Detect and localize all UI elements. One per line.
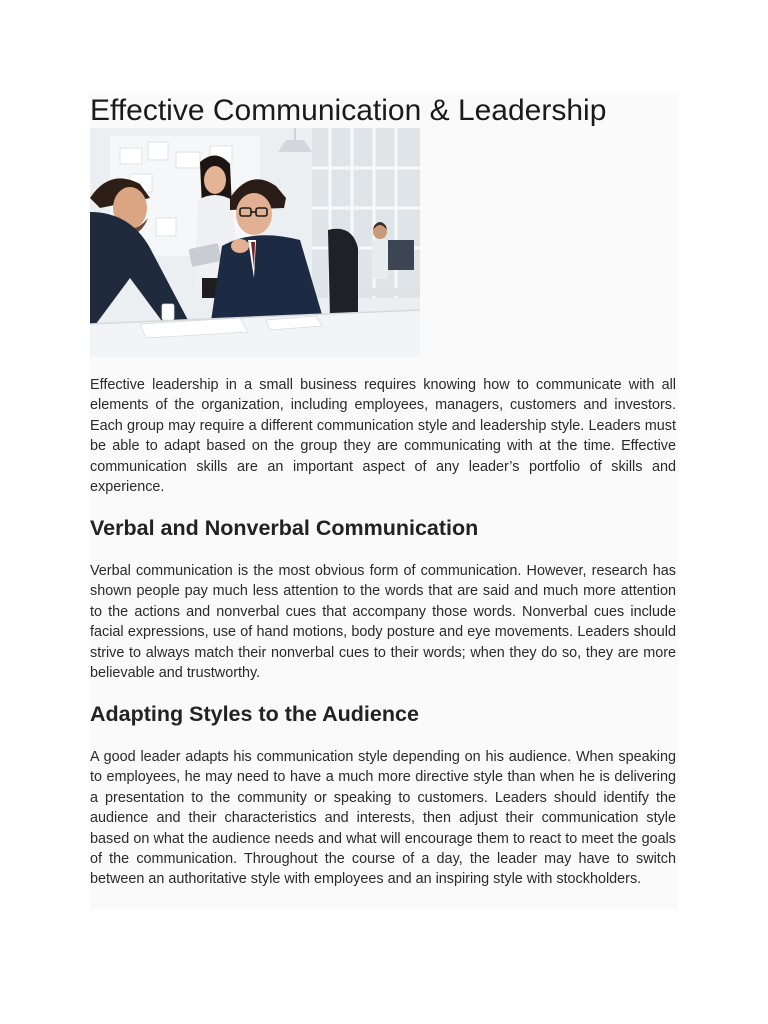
section-heading-verbal: Verbal and Nonverbal Communication	[90, 516, 479, 540]
page-title: Effective Communication & Leadership	[90, 94, 607, 127]
hero-image	[90, 128, 420, 357]
section-paragraph-verbal: Verbal communication is the most obvious form of communication. However, research has shown people pay much less attention to the words that are said and much more attention to the actions and nonverbal cues that accompany those words. Nonverbal cues include facial expressions, use of hand motions, body posture and eye movements. Leaders should strive to always match their nonverbal cues to their words; when they do so, they are more believable and trustworthy.	[90, 563, 676, 682]
office-meeting-photo	[90, 128, 420, 357]
intro-paragraph: Effective leadership in a small business requires knowing how to communicate with all elements of the organization, including employees, managers, customers and investors. Each group may require a different communication style and leadership style. Leaders must be able to adapt based on the group they are communicating with at the time. Effective communication skills are an important aspect of any leader’s portfolio of skills and experience.	[90, 377, 676, 496]
section-heading-adapting: Adapting Styles to the Audience	[90, 702, 419, 726]
document-page	[90, 93, 678, 909]
section-paragraph-adapting: A good leader adapts his communication style depending on his audience. When speaking to employees, he may need to have a much more directive style than when he is delivering a presentation to the community or speaking to customers. Leaders should identify the audience and their characteristics and interests, then adjust their communication style based on what the audience needs and what will encourage them to react to meet the goals of the communication. Throughout the course of a day, the leader may have to switch between an authoritative style with employees and an inspiring style with stockholders.	[90, 749, 676, 888]
